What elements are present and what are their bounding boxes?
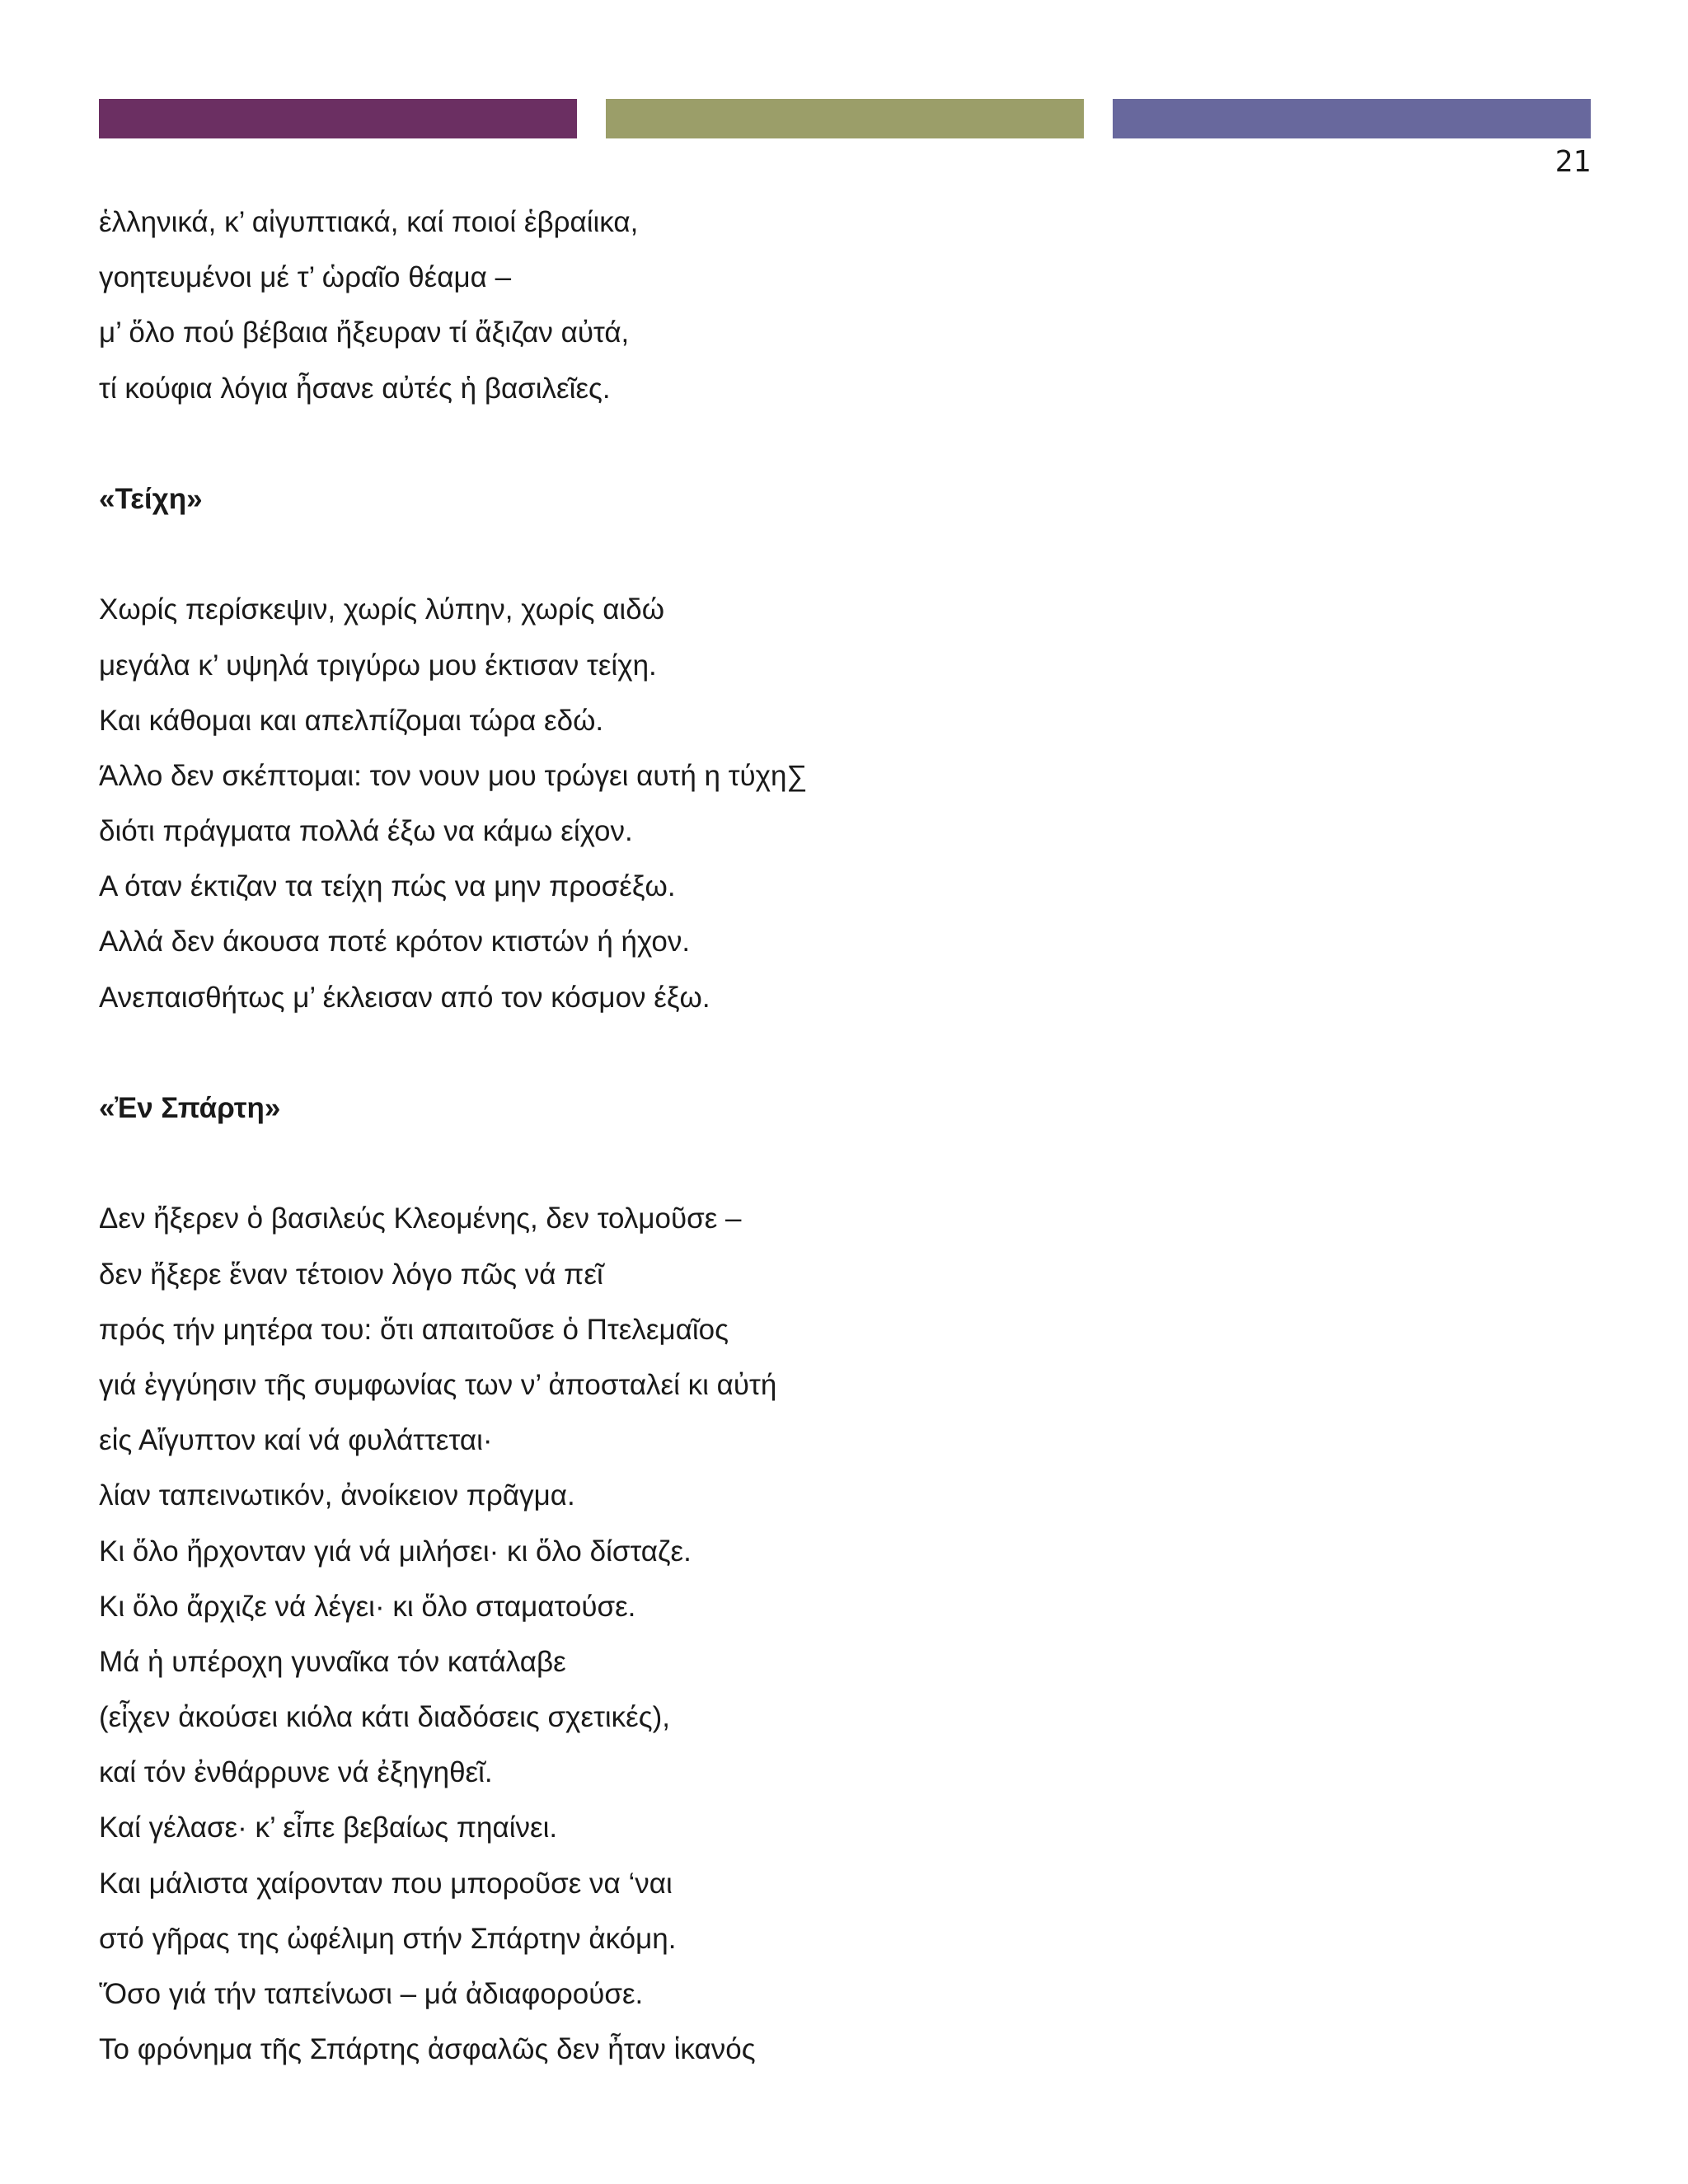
poem-line: Δεν ἤξερεν ὁ βασιλεύς Κλεομένης, δεν τολμοῦσε – <box>99 1202 742 1235</box>
poem-line: μεγάλα κ’ υψηλά τριγύρω μου έκτισαν τείχη. <box>99 649 657 682</box>
stanza-gap <box>99 416 1582 471</box>
poem-line: (εἶχεν ἀκούσει κιόλα κάτι διαδόσεις σχετικές), <box>99 1701 671 1734</box>
poem-title-sparti: «Ἐν Σπάρτη» <box>99 1092 281 1124</box>
stanza-gap <box>99 1136 1582 1191</box>
poem-line: Και κάθομαι και απελπίζομαι τώρα εδώ. <box>99 704 604 737</box>
poem-line: στό γῆρας της ὠφέλιμη στήν Σπάρτην ἀκόμη. <box>99 1922 677 1955</box>
poem-line: Αλλά δεν άκουσα ποτέ κρότον κτιστών ή ήχον. <box>99 926 691 958</box>
stanza-gap <box>99 1025 1582 1080</box>
poem-intro-stanza <box>99 194 1582 416</box>
poem-line: Α όταν έκτιζαν τα τείχη πώς να μην προσέξω. <box>99 870 676 903</box>
poem-line: Και μάλιστα χαίρονταν που μποροῦσε να ‘ναι <box>99 1867 673 1900</box>
poem-title-teichi: «Τείχη» <box>99 482 203 515</box>
poem-line: τί κούφια λόγια ἦσανε αὐτές ἡ βασιλεῖες. <box>99 372 611 405</box>
poem-line: γιά ἐγγύησιν τῆς συμφωνίας των ν’ ἀποσταλεί κι αὐτή <box>99 1368 777 1401</box>
poem-line: Ὅσο γιά τήν ταπείνωσι – μά ἀδιαφορούσε. <box>99 1978 644 2010</box>
header-bar-purple <box>99 99 577 138</box>
poem-line: Χωρίς περίσκεψιν, χωρίς λύπην, χωρίς αιδώ <box>99 593 665 626</box>
poem-line: γοητευμένοι μέ τ’ ὡραῖο θέαμα – <box>99 261 512 294</box>
poem-line: μ’ ὅλο πού βέβαια ἤξευραν τί ἄξιζαν αὐτά, <box>99 316 630 349</box>
poem-line: δεν ἤξερε ἕναν τέτοιον λόγο πῶς νά πεῖ <box>99 1258 603 1291</box>
poem-line: λίαν ταπεινωτικόν, ἀνοίκειον πρᾶγμα. <box>99 1479 575 1512</box>
poem-line: Ανεπαισθήτως μ’ έκλεισαν από τον κόσμον έξω. <box>99 981 710 1014</box>
poem-line: Μά ἡ υπέροχη γυναῖκα τόν κατάλαβε <box>99 1645 566 1678</box>
poem-line: Κι ὅλο ἤρχονταν γιά νά μιλήσει· κι ὅλο δίσταζε. <box>99 1535 692 1568</box>
poem-teichi-body <box>99 582 1582 1025</box>
poem-sparti-body <box>99 1191 1582 2077</box>
poem-line: Κι ὅλο ἄρχιζε νά λέγει· κι ὅλο σταματούσε. <box>99 1590 636 1623</box>
poem-line: διότι πράγματα πολλά έξω να κάμω είχον. <box>99 815 633 848</box>
poem-line: Καί γέλασε· κ’ εἶπε βεβαίως πηαίνει. <box>99 1811 558 1844</box>
poem-line: καί τόν ἐνθάρρυνε νά ἐξηγηθεῖ. <box>99 1756 493 1789</box>
header-bar-olive <box>606 99 1084 138</box>
page-number: 21 <box>1554 145 1591 179</box>
header-bar-slate <box>1113 99 1591 138</box>
poem-line: Άλλο δεν σκέπτομαι: τον νουν μου τρώγει αυτή η τύχη∑ <box>99 759 808 792</box>
poem-line: Το φρόνημα τῆς Σπάρτης ἀσφαλῶς δεν ἦταν ἱκανός <box>99 2033 756 2066</box>
header-color-bars <box>99 99 1591 138</box>
poem-line: εἰς Αἴγυπτον καί νά φυλάττεται· <box>99 1424 493 1457</box>
document-body <box>99 194 1582 2077</box>
poem-line: ἑλληνικά, κ’ αἰγυπτιακά, καί ποιοί ἑβραίικα, <box>99 206 639 238</box>
poem-line: πρός τήν μητέρα του: ὅτι απαιτοῦσε ὁ Πτελεμαῖος <box>99 1313 729 1346</box>
stanza-gap <box>99 527 1582 582</box>
